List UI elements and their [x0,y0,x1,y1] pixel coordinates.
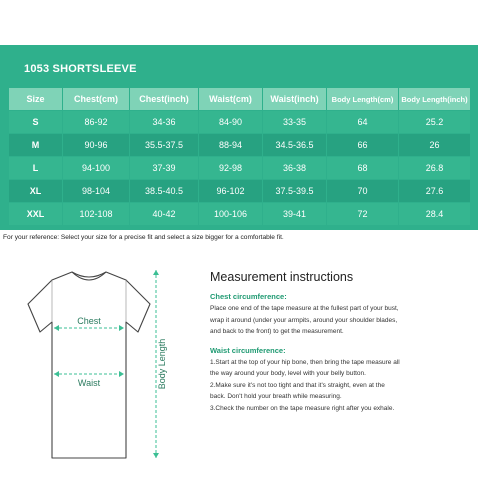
table-cell: S [9,111,63,134]
tshirt-diagram [14,258,189,468]
table-row [9,134,471,157]
table-cell: 34-36 [130,111,199,134]
table-cell: 98-104 [63,180,130,203]
chest-label: Chest [77,316,101,326]
instructions-title: Measurement instructions [210,270,354,284]
table-cell: 94-100 [63,157,130,180]
header-body-length-cm: Body Length(cm) [327,88,399,111]
chest-text [210,303,472,338]
table-cell: 86-92 [63,111,130,134]
header-size: Size [9,88,63,111]
table-row [9,180,471,203]
table-cell: 66 [327,134,399,157]
table-cell: 26.8 [399,157,471,180]
table-cell: 34.5-36.5 [263,134,327,157]
table-cell: 90-96 [63,134,130,157]
table-cell: XL [9,180,63,203]
fit-note: For your reference: Select your size for a precise fit and select a size bigger for a comfortable fit. [3,234,284,241]
chest-line-text: wrap it around (under your armpits, around your shoulder blades, [210,316,398,324]
table-cell: 100-106 [199,203,263,226]
waist-line-text: the way around your body, level with your belly button. [210,370,366,377]
length-arrow-top [153,270,159,275]
tshirt-outline [28,272,150,458]
table-cell: 37.5-39.5 [263,180,327,203]
table-cell: 96-102 [199,180,263,203]
tshirt-illustration [14,258,189,468]
chart-title: 1053 SHORTSLEEVE [24,63,137,75]
table-cell: 70 [327,180,399,203]
table-cell: 26 [399,134,471,157]
header-body-length-inch: Body Length(inch) [399,88,471,111]
length-arrow-bottom [153,453,159,458]
table-cell: L [9,157,63,180]
header-waist-cm: Waist(cm) [199,88,263,111]
table-cell: 35.5-37.5 [130,134,199,157]
table-cell: 88-94 [199,134,263,157]
table-cell: M [9,134,63,157]
table-cell: XXL [9,203,63,226]
size-chart-panel [0,45,478,230]
chest-line-text: Place one end of the tape measure at the fullest part of your bust, [210,305,399,312]
chest-heading: Chest circumference: [210,292,287,301]
table-cell: 39-41 [263,203,327,226]
chest-line-text: and back to the front) to get the measurement. [210,328,344,335]
table-row [9,111,471,134]
table-cell: 68 [327,157,399,180]
table-header-row [9,88,471,111]
waist-text [210,357,472,415]
table-cell: 40-42 [130,203,199,226]
table-row [9,203,471,226]
header-chest-cm: Chest(cm) [63,88,130,111]
table-cell: 102-108 [63,203,130,226]
length-label: Body Length [157,338,167,390]
waist-line-text: 1.Start at the top of your hip bone, then bring the tape measure all [210,358,400,366]
table-cell: 92-98 [199,157,263,180]
table-cell: 27.6 [399,180,471,203]
size-table [8,87,471,226]
table-cell: 84-90 [199,111,263,134]
table-cell: 72 [327,203,399,226]
waist-line-text: 3.Check the number on the tape measure right after you exhale. [210,404,395,412]
table-cell: 64 [327,111,399,134]
table-cell: 28.4 [399,203,471,226]
table-cell: 37-39 [130,157,199,180]
table-cell: 25.2 [399,111,471,134]
table-cell: 38.5-40.5 [130,180,199,203]
header-chest-inch: Chest(inch) [130,88,199,111]
table-cell: 33-35 [263,111,327,134]
waist-heading: Waist circumference: [210,345,286,355]
measurement-instructions [210,270,472,414]
header-waist-inch: Waist(inch) [263,88,327,111]
waist-line-text: back. Don't hold your breath while measuring. [210,393,342,400]
waist-label: Waist [77,378,101,388]
waist-line-text: 2.Make sure it's not too tight and that it's straight, even at the [210,381,385,389]
table-cell: 36-38 [263,157,327,180]
table-row [9,157,471,180]
